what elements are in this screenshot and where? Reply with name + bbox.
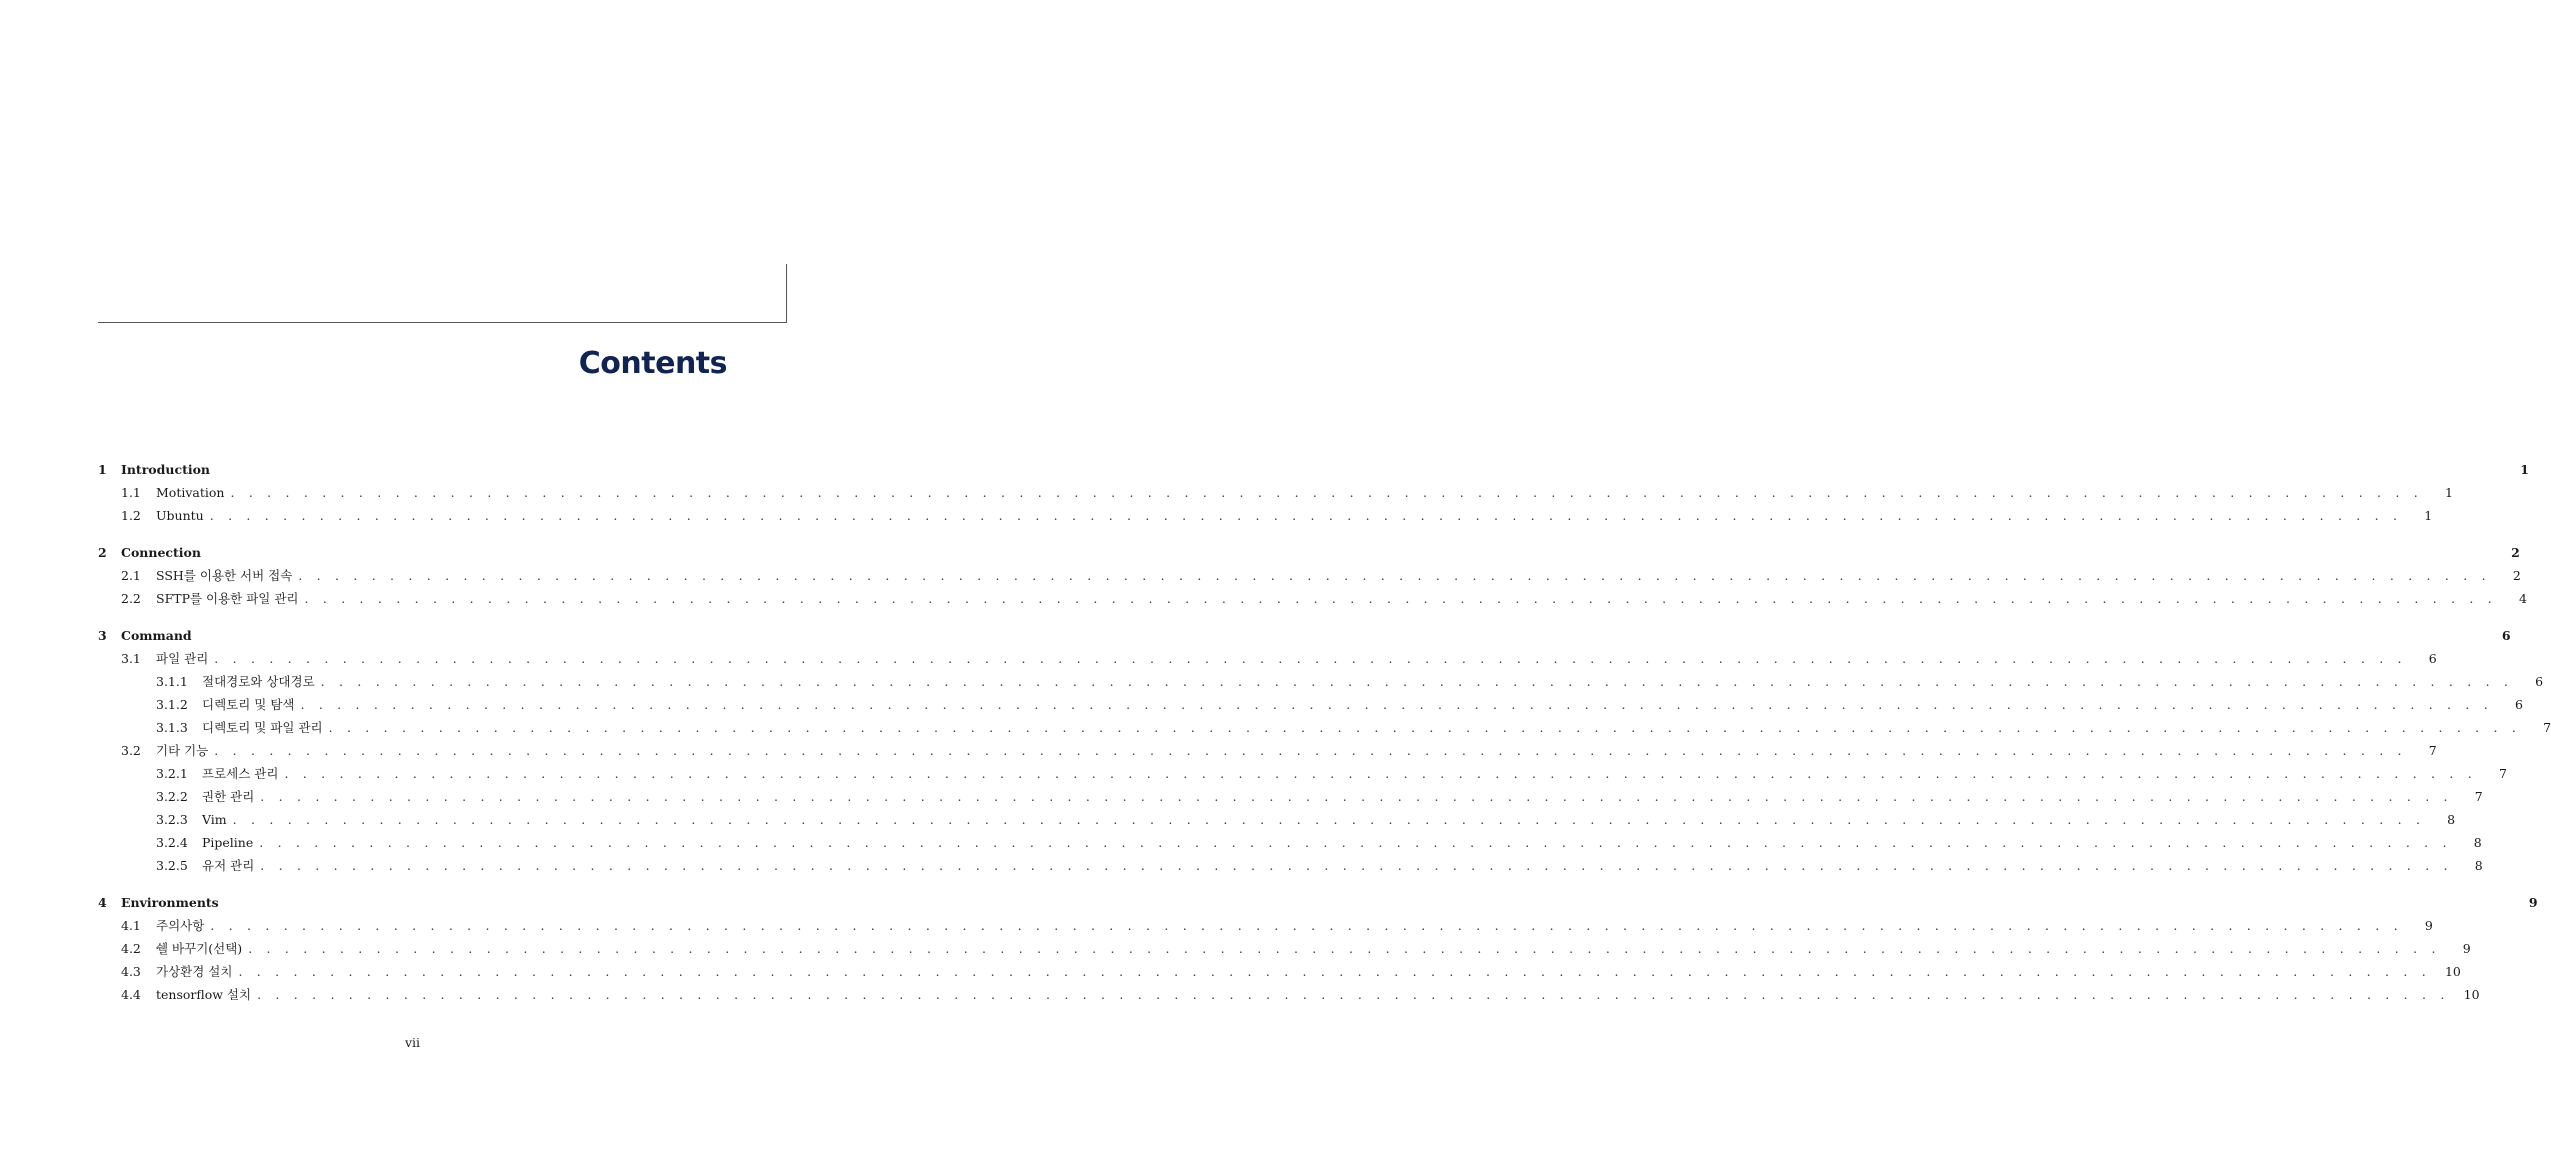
toc-entry-page: 6	[2428, 651, 2437, 666]
toc-dot-leader: . . . . . . . . . . . . . . . . . . . . . . . . . . . . . . . . . . . . . . . . . . . . . . . . . . . . . . . . . . . . . . . . . . . . . . . . . . . . . . . . . . . . . . . . . . . . . . . . . . . . . . . . . . . . . . . . . . . . . . . .	[248, 941, 2441, 956]
toc-entry-page: 1	[2520, 462, 2529, 477]
toc-entry-number: 3.2.3	[156, 812, 188, 827]
toc-dot-leader: . . . . . . . . . . . . . . . . . . . . . . . . . . . . . . . . . . . . . . . . . . . . . . . . . . . . . . . . . . . . . . . . . . . . . . . . . . . . . . . . . . . . . . . . . . . . . . . . . . . . . . . . . . . . . . . . . . . . . . . .	[320, 674, 2514, 689]
toc-entry-page: 6	[2501, 628, 2511, 643]
toc-entry-page: 7	[2428, 743, 2437, 758]
toc-entry-page: 9	[2528, 895, 2538, 910]
toc-dot-leader: . . . . . . . . . . . . . . . . . . . . . . . . . . . . . . . . . . . . . . . . . . . . . . . . . . . . . . . . . . . . . . . . . . . . . . . . . . . . . . . . . . . . . . . . . . . . . . . . . . . . . . . . . . . . . . . . . . . . . . . .	[298, 568, 2491, 583]
toc-entry-section[interactable]	[98, 937, 2471, 960]
toc-entry-number: 4	[98, 895, 107, 910]
toc-entry-title: Command	[121, 628, 192, 643]
toc-entry-section[interactable]	[98, 983, 2480, 1006]
toc-entry-page: 2	[2511, 545, 2520, 560]
toc-entry-title: Ubuntu	[156, 508, 204, 523]
toc-dot-leader: . . . . . . . . . . . . . . . . . . . . . . . . . . . . . . . . . . . . . . . . . . . . . . . . . . . . . . . . . . . . . . . . . . . . . . . . . . . . . . . . . . . . . . . . . . . . . . . . . . . . . . . . . . . . . . . . . . . . . . . .	[230, 485, 2423, 500]
toc-entry-page: 4	[2519, 591, 2527, 606]
toc-dot-leader: . . . . . . . . . . . . . . . . . . . . . . . . . . . . . . . . . . . . . . . . . . . . . . . . . . . . . . . . . . . . . . . . . . . . . . . . . . . . . . . . . . . . . . . . . . . . . . . . . . . . . . . . . . . . . . . . . . . . . . . .	[304, 591, 2497, 606]
toc-entry-title: 쉘 바꾸기(선택)	[156, 941, 243, 956]
toc-entry-page: 7	[2498, 766, 2507, 781]
toc-entry-number: 3.2.4	[156, 835, 188, 850]
toc-entry-subsection[interactable]	[98, 693, 2523, 716]
toc-entry-subsection[interactable]	[98, 831, 2482, 854]
toc-entry-page: 8	[2447, 812, 2456, 827]
toc-entry-page: 6	[2535, 674, 2544, 689]
toc-entry-page: 8	[2474, 858, 2483, 873]
toc-dot-leader: . . . . . . . . . . . . . . . . . . . . . . . . . . . . . . . . . . . . . . . . . . . . . . . . . . . . . . . . . . . . . . . . . . . . . . . . . . . . . . . . . . . . . . . . . . . . . . . . . . . . . . . . . . . . . . . . . . . . . . . .	[210, 918, 2403, 933]
toc-dot-leader: . . . . . . . . . . . . . . . . . . . . . . . . . . . . . . . . . . . . . . . . . . . . . . . . . . . . . . . . . . . . . . . . . . . . . . . . . . . . . . . . . . . . . . . . . . . . . . . . . . . . . . . . . . . . . . . . . . . . . . . .	[214, 743, 2407, 758]
toc-dot-leader: . . . . . . . . . . . . . . . . . . . . . . . . . . . . . . . . . . . . . . . . . . . . . . . . . . . . . . . . . . . . . . . . . . . . . . . . . . . . . . . . . . . . . . . . . . . . . . . . . . . . . . . . . . . . . . . . . . . . . . . .	[300, 697, 2493, 712]
toc-entry-page: 9	[2462, 941, 2471, 956]
toc-entry-title: Motivation	[156, 485, 225, 500]
toc-entry-subsection[interactable]	[98, 854, 2483, 877]
toc-entry-subsection[interactable]	[98, 670, 2544, 693]
toc-entry-title: tensorflow 설치	[156, 987, 252, 1002]
toc-entry-page: 2	[2512, 568, 2521, 583]
toc-entry-title: 권한 관리	[202, 789, 255, 804]
toc-entry-section[interactable]	[98, 504, 2433, 527]
toc-entry-page: 1	[2424, 508, 2433, 523]
toc-dot-leader: . . . . . . . . . . . . . . . . . . . . . . . . . . . . . . . . . . . . . . . . . . . . . . . . . . . . . . . . . . . . . . . . . . . . . . . . . . . . . . . . . . . . . . . . . . . . . . . . . . . . . . . . . . . . . . . . . . . . . . . .	[260, 858, 2453, 873]
toc-entry-number: 1.2	[121, 508, 141, 523]
toc-entry-section[interactable]	[98, 960, 2461, 983]
toc-entry-subsection[interactable]	[98, 785, 2483, 808]
toc-entry-number: 3.2.1	[156, 766, 188, 781]
frame-vertical-rule	[786, 264, 787, 323]
toc-entry-title: 기타 기능	[156, 743, 209, 758]
toc-entry-title: Introduction	[121, 462, 211, 477]
toc-entry-chapter[interactable]	[98, 458, 2529, 481]
toc-entry-page: 9	[2424, 918, 2433, 933]
toc-entry-subsection[interactable]	[98, 762, 2507, 785]
toc-entry-number: 1.1	[121, 485, 141, 500]
toc-entry-section[interactable]	[98, 481, 2453, 504]
toc-dot-leader: . . . . . . . . . . . . . . . . . . . . . . . . . . . . . . . . . . . . . . . . . . . . . . . . . . . . . . . . . . . . . . . . . . . . . . . . . . . . . . . . . . . . . . . . . . . . . . . . . . . . . . . . . . . . . . . . . . . . . . . .	[214, 651, 2407, 666]
toc-entry-page: 6	[2514, 697, 2523, 712]
toc-entry-number: 1	[98, 462, 107, 477]
toc-entry-chapter[interactable]	[98, 624, 2511, 647]
toc-dot-leader: . . . . . . . . . . . . . . . . . . . . . . . . . . . . . . . . . . . . . . . . . . . . . . . . . . . . . . . . . . . . . . . . . . . . . . . . . . . . . . . . . . . . . . . . . . . . . . . . . . . . . . . . . . . . . . . . . . . . . . . .	[232, 812, 2426, 827]
toc-entry-page: 7	[2474, 789, 2483, 804]
toc-dot-leader: . . . . . . . . . . . . . . . . . . . . . . . . . . . . . . . . . . . . . . . . . . . . . . . . . . . . . . . . . . . . . . . . . . . . . . . . . . . . . . . . . . . . . . . . . . . . . . . . . . . . . . . . . . . . . . . . . . . . . . . .	[259, 835, 2452, 850]
toc-entry-title: 프로세스 관리	[202, 766, 279, 781]
frame-horizontal-rule	[98, 322, 787, 323]
toc-entry-subsection[interactable]	[98, 808, 2456, 831]
contents-title: Contents	[578, 346, 727, 381]
toc-entry-title: SFTP를 이용한 파일 관리	[156, 591, 299, 606]
toc-entry-section[interactable]	[98, 587, 2527, 610]
toc-dot-leader: . . . . . . . . . . . . . . . . . . . . . . . . . . . . . . . . . . . . . . . . . . . . . . . . . . . . . . . . . . . . . . . . . . . . . . . . . . . . . . . . . . . . . . . . . . . . . . . . . . . . . . . . . . . . . . . . . . . . . . . .	[284, 766, 2477, 781]
toc-entry-title: Pipeline	[202, 835, 254, 850]
toc-entry-number: 4.2	[121, 941, 141, 956]
toc-entry-page: 7	[2543, 720, 2551, 735]
page-number: vii	[404, 1035, 421, 1050]
toc-entry-number: 3.2.2	[156, 789, 188, 804]
toc-dot-leader: . . . . . . . . . . . . . . . . . . . . . . . . . . . . . . . . . . . . . . . . . . . . . . . . . . . . . . . . . . . . . . . . . . . . . . . . . . . . . . . . . . . . . . . . . . . . . . . . . . . . . . . . . . . . . . . . . . . . . . . .	[257, 987, 2450, 1002]
toc-entry-number: 4.1	[121, 918, 141, 933]
toc-dot-leader: . . . . . . . . . . . . . . . . . . . . . . . . . . . . . . . . . . . . . . . . . . . . . . . . . . . . . . . . . . . . . . . . . . . . . . . . . . . . . . . . . . . . . . . . . . . . . . . . . . . . . . . . . . . . . . . . . . . . . . . .	[328, 720, 2522, 735]
toc-dot-leader: . . . . . . . . . . . . . . . . . . . . . . . . . . . . . . . . . . . . . . . . . . . . . . . . . . . . . . . . . . . . . . . . . . . . . . . . . . . . . . . . . . . . . . . . . . . . . . . . . . . . . . . . . . . . . . . . . . . . . . . .	[238, 964, 2431, 979]
toc-entry-number: 4.3	[121, 964, 141, 979]
toc-dot-leader: . . . . . . . . . . . . . . . . . . . . . . . . . . . . . . . . . . . . . . . . . . . . . . . . . . . . . . . . . . . . . . . . . . . . . . . . . . . . . . . . . . . . . . . . . . . . . . . . . . . . . . . . . . . . . . . . . . . . . . . .	[209, 508, 2403, 523]
toc-entry-title: Vim	[202, 812, 227, 827]
toc-entry-number: 3	[98, 628, 107, 643]
toc-entry-title: 유저 관리	[202, 858, 255, 873]
toc-entry-page: 1	[2444, 485, 2453, 500]
toc-entry-chapter[interactable]	[98, 541, 2520, 564]
toc-entry-title: 가상환경 설치	[156, 964, 233, 979]
toc-entry-number: 3.1.2	[156, 697, 188, 712]
toc-entry-title: 디렉토리 및 파일 관리	[202, 720, 323, 735]
toc-entry-section[interactable]	[98, 739, 2437, 762]
toc-entry-number: 2.2	[121, 591, 141, 606]
toc-entry-section[interactable]	[98, 647, 2437, 670]
toc-entry-number: 2.1	[121, 568, 141, 583]
toc-entry-title: 파일 관리	[156, 651, 209, 666]
toc-entry-title: 절대경로와 상대경로	[202, 674, 315, 689]
toc-entry-title: Environments	[121, 895, 219, 910]
toc-entry-number: 2	[98, 545, 107, 560]
toc-entry-title: 디렉토리 및 탐색	[202, 697, 295, 712]
toc-entry-number: 3.2	[121, 743, 141, 758]
toc-entry-number: 4.4	[121, 987, 141, 1002]
toc-entry-page: 10	[2444, 964, 2461, 979]
toc-entry-number: 3.1.1	[156, 674, 188, 689]
table-of-contents	[98, 458, 2551, 1006]
toc-dot-leader: . . . . . . . . . . . . . . . . . . . . . . . . . . . . . . . . . . . . . . . . . . . . . . . . . . . . . . . . . . . . . . . . . . . . . . . . . . . . . . . . . . . . . . . . . . . . . . . . . . . . . . . . . . . . . . . . . . . . . . . .	[260, 789, 2453, 804]
toc-entry-title: 주의사항	[156, 918, 205, 933]
toc-entry-number: 3.2.5	[156, 858, 188, 873]
toc-entry-number: 3.1	[121, 651, 141, 666]
toc-entry-title: Connection	[121, 545, 201, 560]
toc-entry-chapter[interactable]	[98, 891, 2538, 914]
toc-entry-section[interactable]	[98, 914, 2433, 937]
toc-entry-page: 8	[2473, 835, 2482, 850]
toc-entry-title: SSH를 이용한 서버 접속	[156, 568, 293, 583]
toc-entry-page: 10	[2463, 987, 2480, 1002]
toc-entry-number: 3.1.3	[156, 720, 188, 735]
toc-entry-subsection[interactable]	[98, 716, 2551, 739]
toc-entry-section[interactable]	[98, 564, 2521, 587]
